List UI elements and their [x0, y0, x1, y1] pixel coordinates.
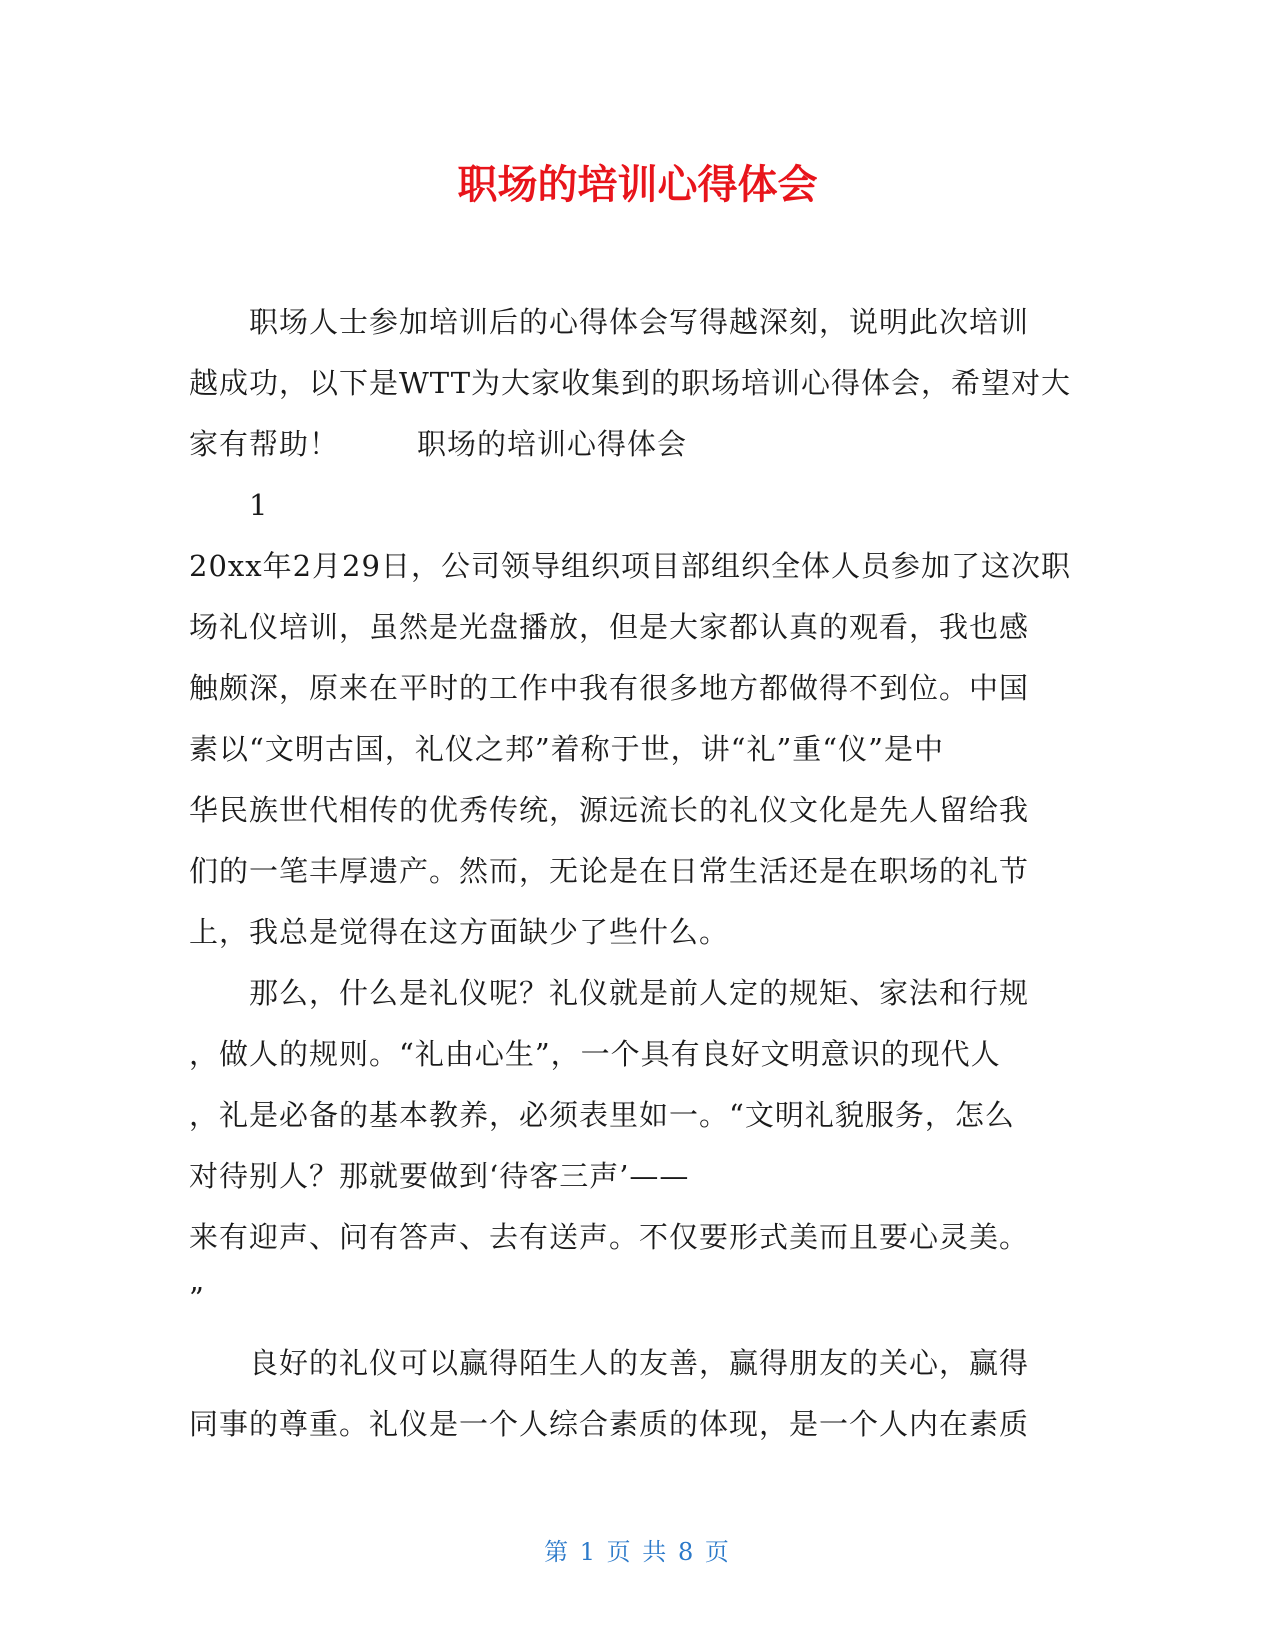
text-line: ” — [189, 1281, 205, 1315]
text-line: 越成功，以下是WTT为大家收集到的职场培训心得体会，希望对大 — [189, 366, 1072, 400]
text-line: 同事的尊重。礼仪是一个人综合素质的体现，是一个人内在素质 — [189, 1407, 1030, 1441]
text-line: 那么，什么是礼仪呢？礼仪就是前人定的规矩、家法和行规 — [249, 976, 1030, 1010]
article-subtitle: 职场的培训心得体会 — [417, 427, 688, 461]
text-line: 华民族世代相传的优秀传统，源远流长的礼仪文化是先人留给我 — [189, 793, 1030, 827]
page-footer: 第 1 页 共 8 页 — [544, 1538, 731, 1566]
text-line: 触颇深，原来在平时的工作中我有很多地方都做得不到位。中国 — [189, 671, 1030, 705]
text-line — [189, 414, 1079, 475]
text-line: 职场人士参加培训后的心得体会写得越深刻，说明此次培训 — [249, 305, 1030, 339]
text-span: 家有帮助！ — [189, 427, 340, 461]
text-line: 们的一笔丰厚遗产。然而，无论是在日常生活还是在职场的礼节 — [189, 854, 1030, 888]
text-line: 20xx年2月29日，公司领导组织项目部组织全体人员参加了这次职 — [189, 549, 1071, 583]
text-line: ，做人的规则。“礼由心生”，一个具有良好文明意识的现代人 — [189, 1037, 1001, 1071]
text-line: 来有迎声、问有答声、去有送声。不仅要形式美而且要心灵美。 — [189, 1220, 1030, 1254]
section-number: 1 — [249, 488, 269, 522]
page-title: 职场的培训心得体会 — [457, 162, 818, 208]
text-line: ，礼是必备的基本教养，必须表里如一。“文明礼貌服务，怎么 — [189, 1098, 1015, 1132]
text-line: 场礼仪培训，虽然是光盘播放，但是大家都认真的观看，我也感 — [189, 610, 1030, 644]
text-line: 对待别人？那就要做到‘待客三声’—— — [189, 1159, 690, 1193]
text-line: 上，我总是觉得在这方面缺少了些什么。 — [189, 915, 730, 949]
text-line: 良好的礼仪可以赢得陌生人的友善，赢得朋友的关心，赢得 — [249, 1346, 1030, 1380]
text-line: 素以“文明古国，礼仪之邦”着称于世，讲“礼”重“仪”是中 — [189, 732, 944, 766]
document-body — [189, 292, 1079, 1455]
